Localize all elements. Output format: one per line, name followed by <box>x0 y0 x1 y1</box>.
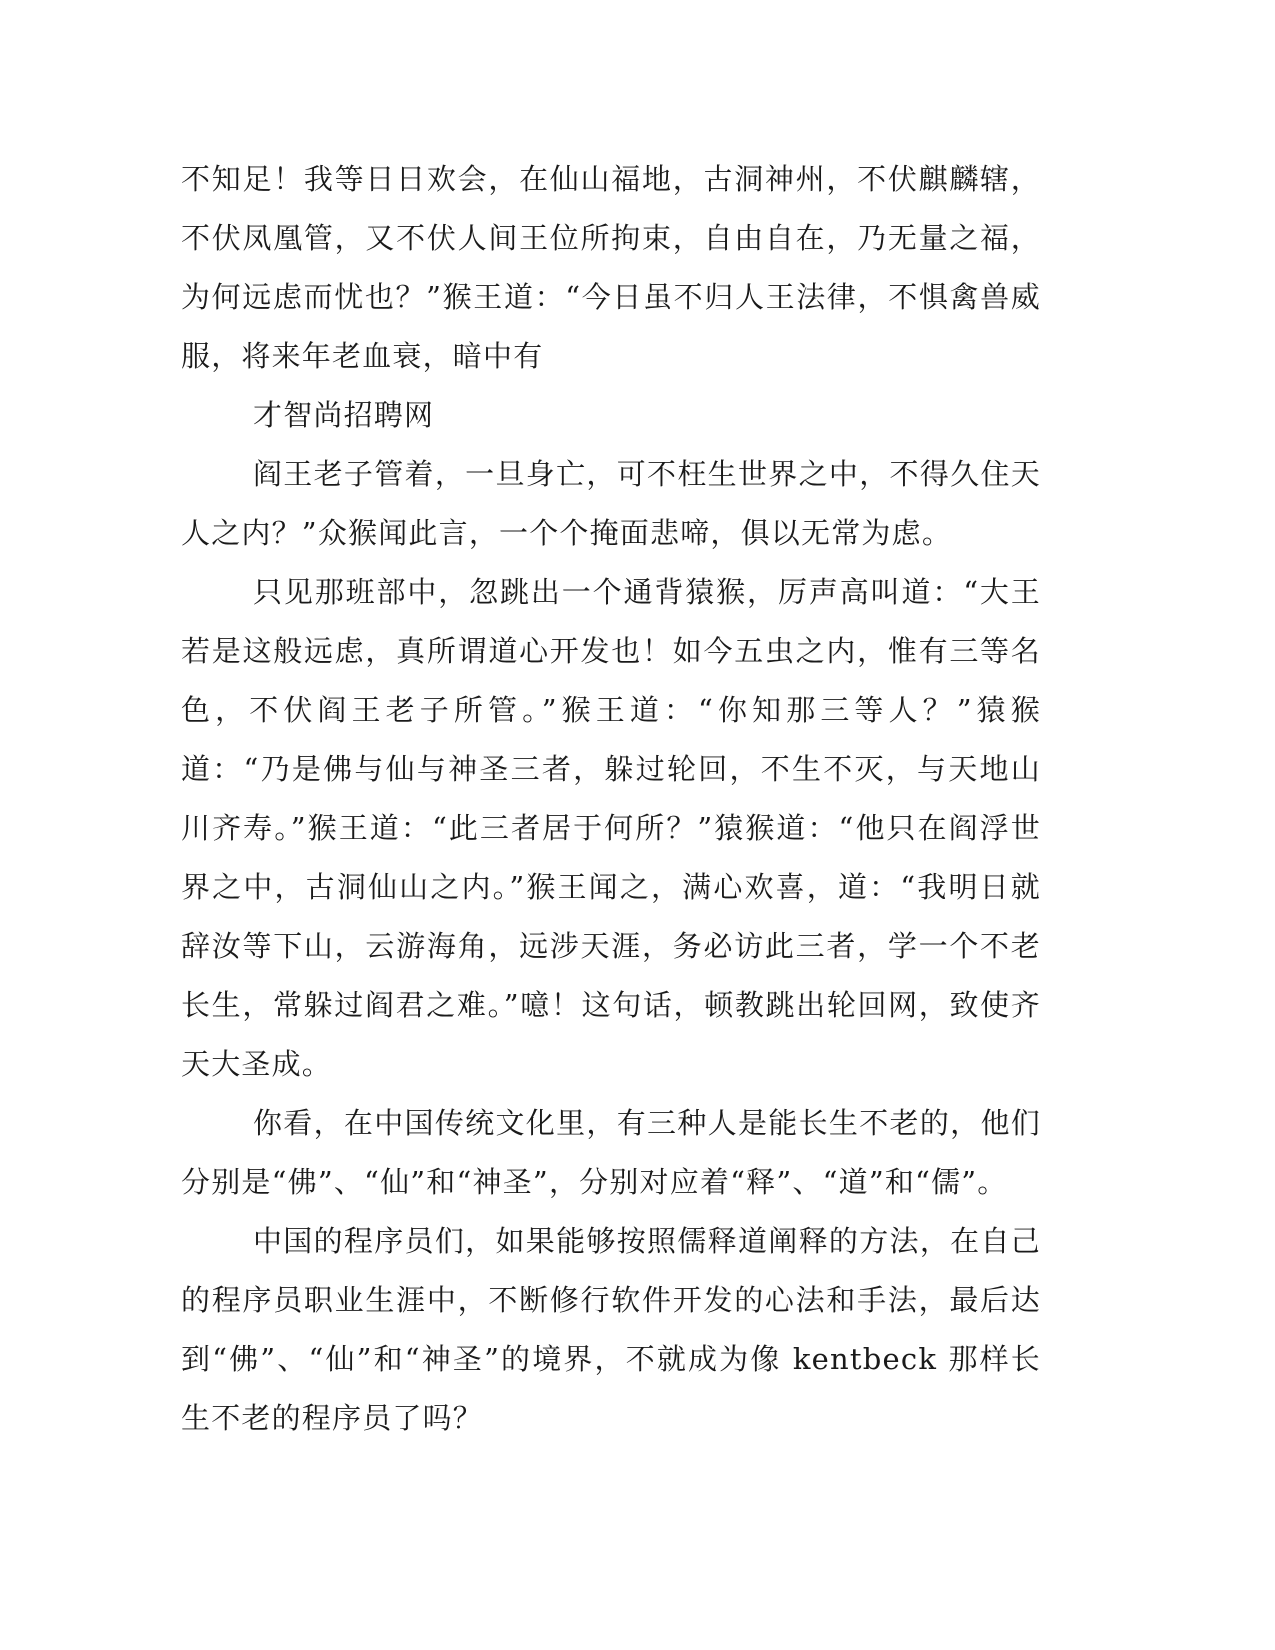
paragraph-5: 你看，在中国传统文化里，有三种人是能长生不老的，他们分别是“佛”、“仙”和“神圣”，分别对应着“释”、“道”和“儒”。 <box>181 1106 1041 1199</box>
paragraph-6: 中国的程序员们，如果能够按照儒释道阐释的方法，在自己的程序员职业生涯中，不断修行软件开发的心法和手法，最后达到“佛”、“仙”和“神圣”的境界，不就成为像 kentbeck 那样长生不老的程序员了吗？ <box>181 1224 1041 1435</box>
paragraph-2: 才智尚招聘网 <box>253 398 435 432</box>
paragraph-1: 不知足！我等日日欢会，在仙山福地，古洞神州，不伏麒麟辖，不伏凤凰管，又不伏人间王位所拘束，自由自在，乃无量之福，为何远虑而忧也？”猴王道：“今日虽不归人王法律，不惧禽兽威服，将来年老血衰，暗中有 <box>181 162 1041 373</box>
paragraph-4: 只见那班部中，忽跳出一个通背猿猴，厉声高叫道：“大王若是这般远虑，真所谓道心开发也！如今五虫之内，惟有三等名色，不伏阎王老子所管。”猴王道：“你知那三等人？”猿猴道：“乃是佛与仙与神圣三者，躲过轮回，不生不灭，与天地山川齐寿。”猴王道：“此三者居于何所？”猿猴道：“他只在阎浮世界之中，古洞仙山之内。”猴王闻之，满心欢喜，道：“我明日就辞汝等下山，云游海角，远涉天涯，务必访此三者，学一个不老长生，常躲过阎君之难。”噫！这句话，顿教跳出轮回网，致使齐天大圣成。 <box>181 575 1041 1081</box>
paragraph-3: 阎王老子管着，一旦身亡，可不枉生世界之中，不得久住天人之内？”众猴闻此言，一个个掩面悲啼，俱以无常为虑。 <box>181 457 1041 550</box>
document-body <box>181 150 1041 1448</box>
